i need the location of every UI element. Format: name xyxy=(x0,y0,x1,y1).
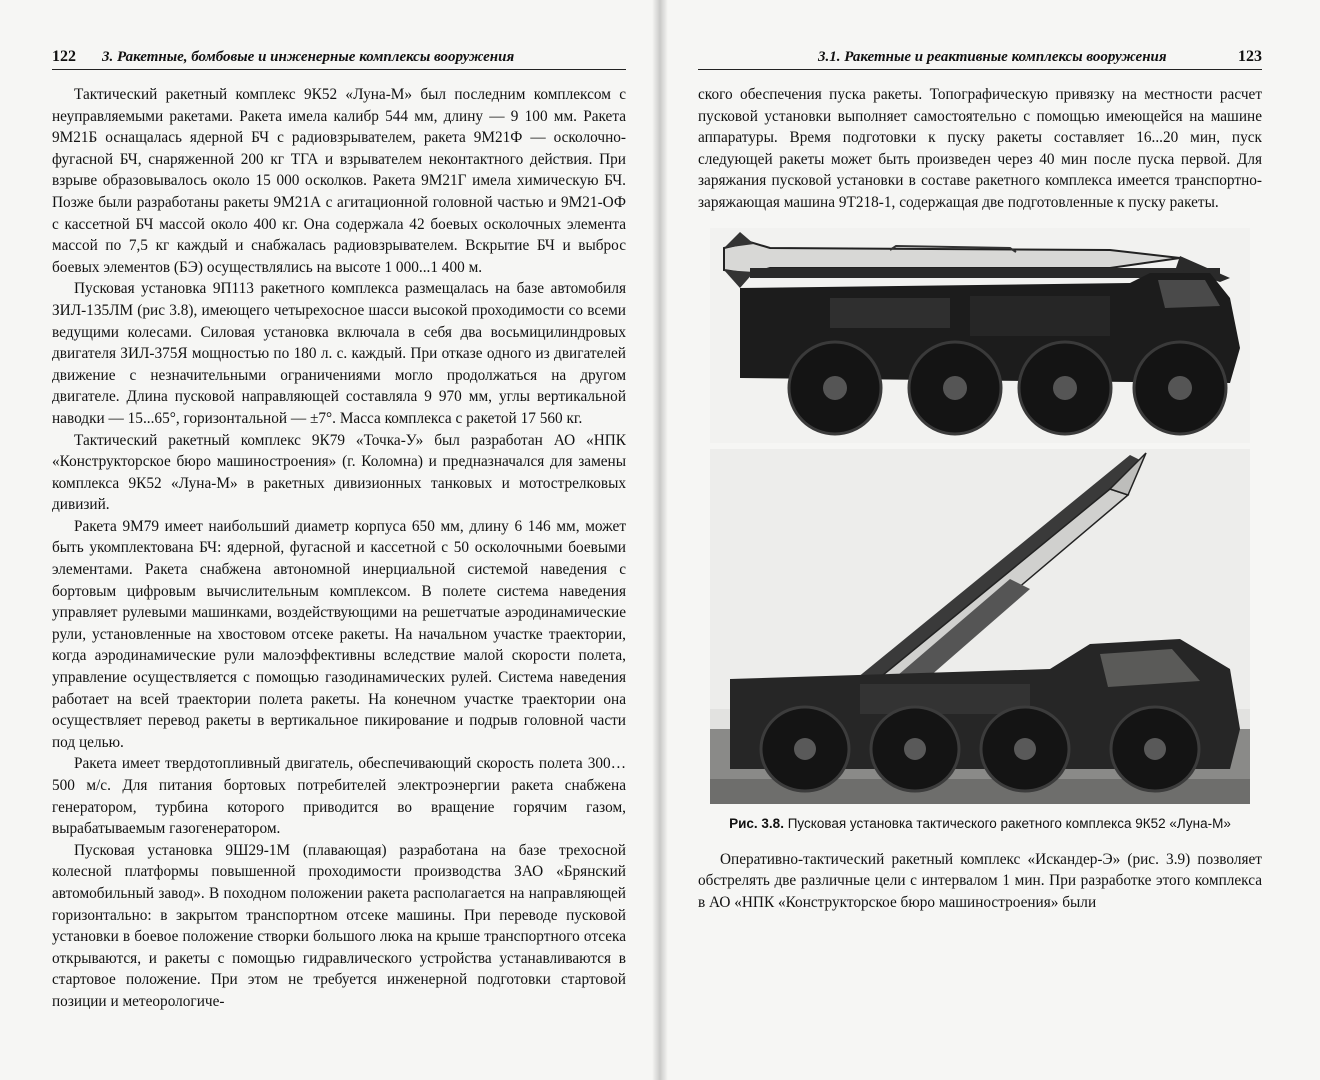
right-page-text-top xyxy=(698,84,1262,214)
figure-caption xyxy=(729,816,1231,831)
right-page xyxy=(660,0,1320,1080)
paragraph: Пусковая установка 9Ш29-1М (плавающая) разработана на базе трехосной колесной платформы повышенной проходимости производства ЗАО «Брянский автомобильный завод». В походном положении ракета располагается на направляющей горизонтально: в закрытом транспортном отсеке машины. При переводе пусковой установки в боевое положение створки большого люка на крыше транспортного отсека открываются, и ракеты с помощью гидравлического устройства устанавливаются в стартовое положение. При этом не требуется инженерной подготовки стартовой позиции и метеорологиче- xyxy=(52,841,626,1010)
page-number: 123 xyxy=(1238,48,1262,65)
right-page-text-bottom xyxy=(698,849,1262,914)
paragraph: ского обеспечения пуска ракеты. Топографическую привязку на местности расчет пусковой установки выполняет самостоятельно с помощью имеющейся на машине аппаратуры. Время подготовки к пуску ракеты составляет 16...20 мин, пуск следующей ракеты может быть произведен через 40 мин после пуска первой. Для заряжания пусковой установки в составе ракетного комплекса имеется транспортно-заряжающая машина 9Т218-1, содержащая две подготовленные к пуску ракеты. xyxy=(698,86,1262,211)
paragraph: Тактический ракетный комплекс 9К52 «Луна-М» был последним комплексом с неуправляемыми ракетами. Ракета имела калибр 544 мм, длину — 9 100 мм. Ракета 9М21Б оснащалась ядерной БЧ с радиовзрывателем, ракета 9М21Ф — осколочно-фугасной БЧ, снаряженной 200 кг ТГА и взрывателем неконтактного действия. При взрыве образовывалось около 15 000 осколков. Ракета 9М21Г имела химическую БЧ. Позже были разработаны ракеты 9М21А с агитационной головной частью и 9М21-ОФ с кассетной БЧ массой около 400 кг. Она содержала 42 боевых осколочных элемента массой по 7,5 кг каждый и снабжалась радиовзрывателем. Вскрытие БЧ и выброс боевых элементов (БЭ) осуществлялись на высоте 1 000...1 400 м. xyxy=(52,86,626,276)
running-title: 3. Ракетные, бомбовые и инженерные комплексы вооружения xyxy=(102,49,515,65)
left-page-header xyxy=(52,48,626,70)
launcher-firing-photo xyxy=(710,449,1250,804)
right-page-header xyxy=(698,48,1262,70)
page-number: 122 xyxy=(52,48,76,65)
paragraph: Оперативно-тактический ракетный комплекс «Искандер-Э» (рис. 3.9) позволяет обстрелять две различные цели с интервалом 1 мин. При разработке этого комплекса в АО «НПК «Конструкторское бюро машиностроения» были xyxy=(698,850,1262,911)
launcher-travel-photo xyxy=(710,228,1250,443)
paragraph: Тактический ракетный комплекс 9К79 «Точка-У» был разработан АО «НПК «Конструкторское бюро машиностроения» (г. Коломна) и предназначался для замены комплекса 9К52 «Луна-М» в ракетных дивизионных танковых и мотострелковых дивизий. xyxy=(52,431,626,514)
figure-label: Рис. 3.8. xyxy=(729,815,784,831)
figure-3-8 xyxy=(698,228,1262,831)
paragraph: Пусковая установка 9П113 ракетного комплекса размещалась на базе автомобиля ЗИЛ-135ЛМ (рис 3.8), имеющего четырехосное шасси высокой проходимости со всеми ведущими колесами. Силовая установка включала в себя два восьмицилиндровых двигателя ЗИЛ-375Я мощностью по 180 л. с. каждый. При отказе одного из двигателей движение с незначительными ограничениями могло продолжаться на другом двигателе. Длина пусковой направляющей составляла 9 970 мм, углы вертикальной наводки — 15...65°, горизонтальной — ±7°. Масса комплекса с ракетой 17 560 кг. xyxy=(52,280,626,427)
left-page-text xyxy=(52,84,626,1013)
running-title: 3.1. Ракетные и реактивные комплексы вооружения xyxy=(818,49,1167,65)
figure-caption-text: Пусковая установка тактического ракетного комплекса 9К52 «Луна-М» xyxy=(787,815,1231,831)
paragraph: Ракета имеет твердотопливный двигатель, обеспечивающий скорость полета 300…500 м/с. Для питания бортовых потребителей электроэнергии ракета снабжена генератором, турбина которого приводится во вращение горячим газом, вырабатываемым газогенератором. xyxy=(52,755,626,838)
book-gutter xyxy=(652,0,668,1080)
paragraph: Ракета 9М79 имеет наибольший диаметр корпуса 650 мм, длину 6 146 мм, может быть укомплектована БЧ: ядерной, фугасной и кассетной с 50 осколочными боевыми элементами. Ракета снабжена автономной инерциальной системой наведения с бортовым цифровым вычислительным комплексом. В полете система наведения управляет рулевыми машинками, воздействующими на решетчатые аэродинамические рули, установленные на хвостовом отсеке ракеты. На начальном участке траектории, когда аэродинамические рули малоэффективны вследствие малой скорости полета, управление осуществляется с помощью газодинамических рулей. Система наведения работает на всей траектории полета ракеты. На конечном участке траектории она осуществляет перевод ракеты в вертикальное пикирование и подрыв головной части под целью. xyxy=(52,517,626,751)
